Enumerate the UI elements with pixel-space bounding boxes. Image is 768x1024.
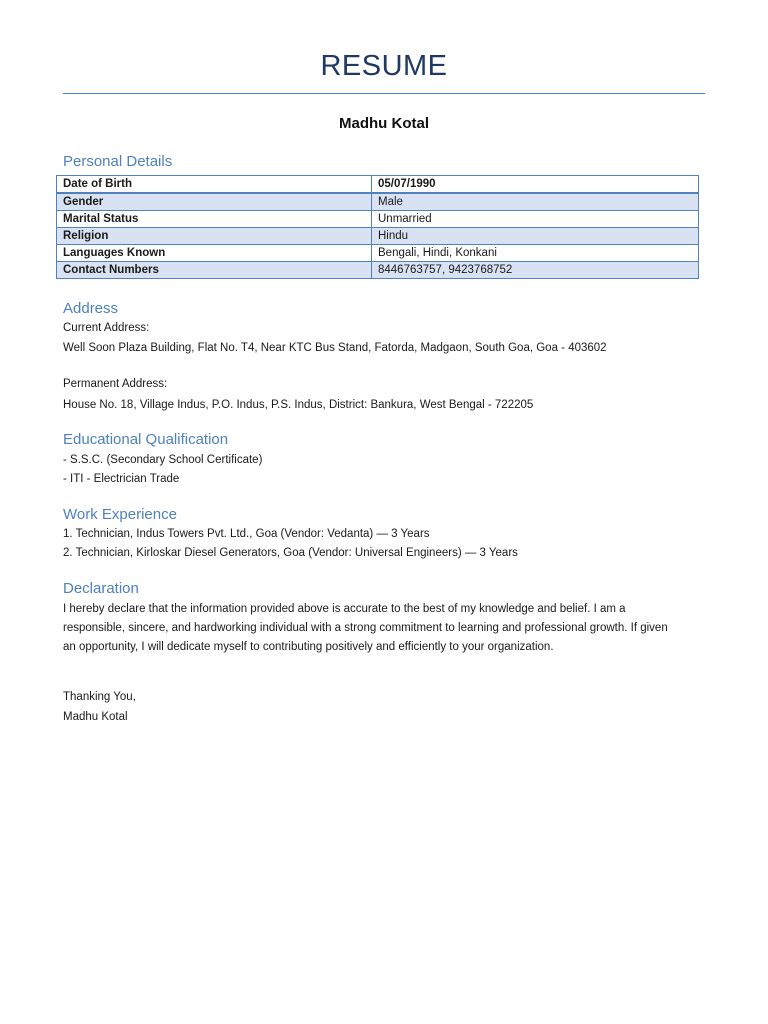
declaration-heading: Declaration (63, 580, 139, 597)
detail-value: Male (372, 193, 699, 211)
detail-value: Bengali, Hindi, Konkani (372, 245, 699, 262)
document-title: RESUME (320, 50, 448, 82)
signature-name: Madhu Kotal (63, 711, 128, 723)
list-item: - ITI - Electrician Trade (63, 473, 180, 485)
list-item: 1. Technician, Indus Towers Pvt. Ltd., Goa (Vendor: Vedanta) — 3 Years (63, 528, 430, 540)
personal-details-table (56, 175, 699, 279)
table-row (57, 262, 699, 279)
declaration-text: I hereby declare that the information provided above is accurate to the best of my knowledge and belief. I am a responsible, sincere, and hardworking individual with a strong commitment to learning and professional growth. If given an opportunity, I will dedicate myself to contributing positively and efficiently to your organization. (63, 603, 668, 653)
permanent-address-label: Permanent Address: (63, 378, 168, 390)
table-row (57, 245, 699, 262)
detail-value: 05/07/1990 (372, 176, 699, 194)
candidate-name: Madhu Kotal (339, 115, 429, 132)
detail-label: Gender (57, 193, 372, 211)
closing-text: Thanking You, (63, 691, 136, 703)
education-heading: Educational Qualification (63, 431, 229, 448)
detail-value: 8446763757, 9423768752 (372, 262, 699, 279)
detail-label: Marital Status (57, 211, 372, 228)
table-row (57, 176, 699, 194)
table-row (57, 211, 699, 228)
detail-label: Languages Known (57, 245, 372, 262)
detail-label: Contact Numbers (57, 262, 372, 279)
table-row (57, 193, 699, 211)
detail-label: Religion (57, 228, 372, 245)
current-address-text: Well Soon Plaza Building, Flat No. T4, Near KTC Bus Stand, Fatorda, Madgaon, South Goa, Goa - 403602 (63, 342, 607, 354)
list-item: - S.S.C. (Secondary School Certificate) (63, 454, 263, 466)
table-row (57, 228, 699, 245)
address-heading: Address (63, 300, 119, 317)
current-address-label: Current Address: (63, 322, 150, 334)
detail-value: Unmarried (372, 211, 699, 228)
personal-details-heading: Personal Details (63, 153, 173, 170)
detail-label: Date of Birth (57, 176, 372, 194)
permanent-address-text: House No. 18, Village Indus, P.O. Indus, P.S. Indus, District: Bankura, West Bengal - 722205 (63, 399, 534, 411)
detail-value: Hindu (372, 228, 699, 245)
work-experience-heading: Work Experience (63, 506, 177, 523)
title-divider (63, 93, 705, 94)
list-item: 2. Technician, Kirloskar Diesel Generators, Goa (Vendor: Universal Engineers) — 3 Years (63, 547, 518, 559)
